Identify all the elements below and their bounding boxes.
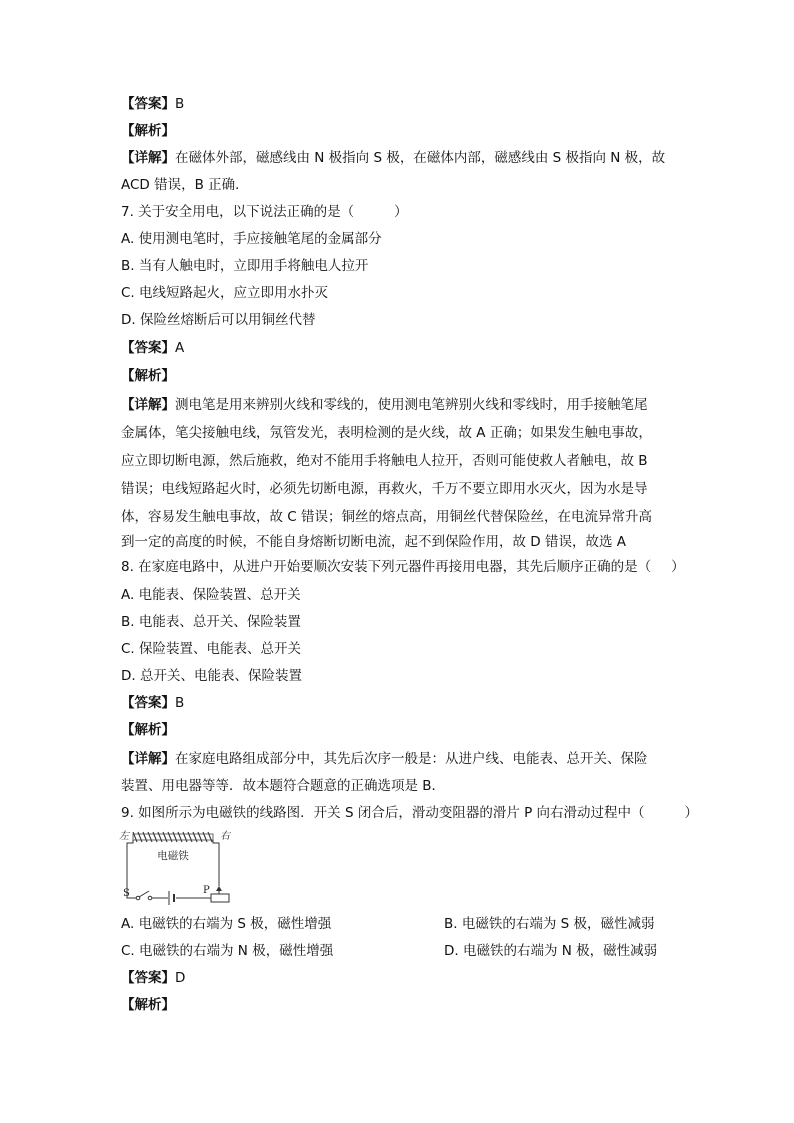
diagram-right-label: 右 xyxy=(220,831,230,842)
q8-stem: 8. 在家庭电路中，从进户开始要顺次安装下列元器件再接用电器，其先后顺序正确的是（ ） xyxy=(121,559,685,575)
q8-answer: 【答案】B xyxy=(121,695,185,711)
q9-answer: 【答案】D xyxy=(121,970,186,986)
q8-option-b: B. 电能表、总开关、保险装置 xyxy=(121,614,301,630)
q8-option-c: C. 保险装置、电能表、总开关 xyxy=(121,641,302,657)
battery xyxy=(169,891,174,905)
q8-analysis-tag: 【解析】 xyxy=(121,722,175,738)
q7-analysis-tag: 【解析】 xyxy=(121,368,175,384)
q9-option-b: B. 电磁铁的右端为 S 极，磁性减弱 xyxy=(444,916,655,932)
q7-detail-line-1: 【详解】测电笔是用来辨别火线和零线的，使用测电笔辨别火线和零线时，用手接触笔尾 xyxy=(121,397,648,413)
q7-option-d: D. 保险丝熔断后可以用铜丝代替 xyxy=(121,312,316,328)
coil-windings xyxy=(133,832,212,842)
q7-answer: 【答案】A xyxy=(121,340,185,356)
q7-detail-line-2: 金属体，笔尖接触电线，氖管发光，表明检测的是火线，故 A 正确；如果发生触电事故， xyxy=(121,425,652,441)
q8-detail-line-2: 装置、用电器等等．故本题符合题意的正确选项是 B． xyxy=(121,778,446,794)
q8-option-d: D. 总开关、电能表、保险装置 xyxy=(121,668,302,684)
q7-detail-line-6: 到一定的高度的时候，不能自身熔断切断电流，起不到保险作用，故 D 错误，故选 A xyxy=(121,534,627,550)
q7-option-b: B. 当有人触电时，立即用手将触电人拉开 xyxy=(121,258,369,274)
q7-option-a: A. 使用测电笔时，手应接触笔尾的金属部分 xyxy=(121,231,382,247)
rheostat xyxy=(211,894,229,902)
slider-p-arrow xyxy=(216,886,222,891)
q9-stem: 9. 如图所示为电磁铁的线路图．开关 S 闭合后，滑动变阻器的滑片 P 向右滑动过程中（ ） xyxy=(121,805,699,821)
electromagnet-circuit-diagram xyxy=(117,828,242,908)
q7-detail-line-4: 错误；电线短路起火时，必须先切断电源，再救火，千万不要立即用水灭火，因为水是导 xyxy=(121,481,648,497)
slider-label: P xyxy=(203,885,210,896)
q7-detail-line-5: 体，容易发生触电事故，故 C 错误；铜丝的熔点高，用铜丝代替保险丝，在电流异常升高 xyxy=(121,509,653,525)
q8-option-a: A. 电能表、保险装置、总开关 xyxy=(121,587,301,603)
q9-option-d: D. 电磁铁的右端为 N 极，磁性减弱 xyxy=(444,943,658,959)
q6-detail-line-2: ACD 错误，B 正确． xyxy=(121,177,249,193)
q9-option-a: A. 电磁铁的右端为 S 极，磁性增强 xyxy=(121,916,332,932)
switch-s xyxy=(136,891,152,900)
switch-label: S xyxy=(123,888,130,899)
q9-option-c: C. 电磁铁的右端为 N 极，磁性增强 xyxy=(121,943,334,959)
diagram-left-label: 左 xyxy=(119,831,129,842)
q8-detail-line-1: 【详解】在家庭电路组成部分中，其先后次序一般是：从进户线、电能表、总开关、保险 xyxy=(121,751,648,767)
q6-answer: 【答案】B xyxy=(121,96,185,112)
q6-detail-line-1: 【详解】在磁体外部，磁感线由 N 极指向 S 极，在磁体内部，磁感线由 S 极指向 N 极，故 xyxy=(121,150,666,166)
diagram-core-label: 电磁铁 xyxy=(157,850,189,862)
q7-detail-line-3: 应立即切断电源，然后施救，绝对不能用手将触电人拉开，否则可能使救人者触电，故 B xyxy=(121,453,648,469)
q9-analysis-tag: 【解析】 xyxy=(121,997,175,1013)
q6-analysis-tag: 【解析】 xyxy=(121,123,175,139)
q7-option-c: C. 电线短路起火，应立即用水扑灭 xyxy=(121,285,329,301)
q7-stem: 7. 关于安全用电，以下说法正确的是（ ） xyxy=(121,204,408,220)
